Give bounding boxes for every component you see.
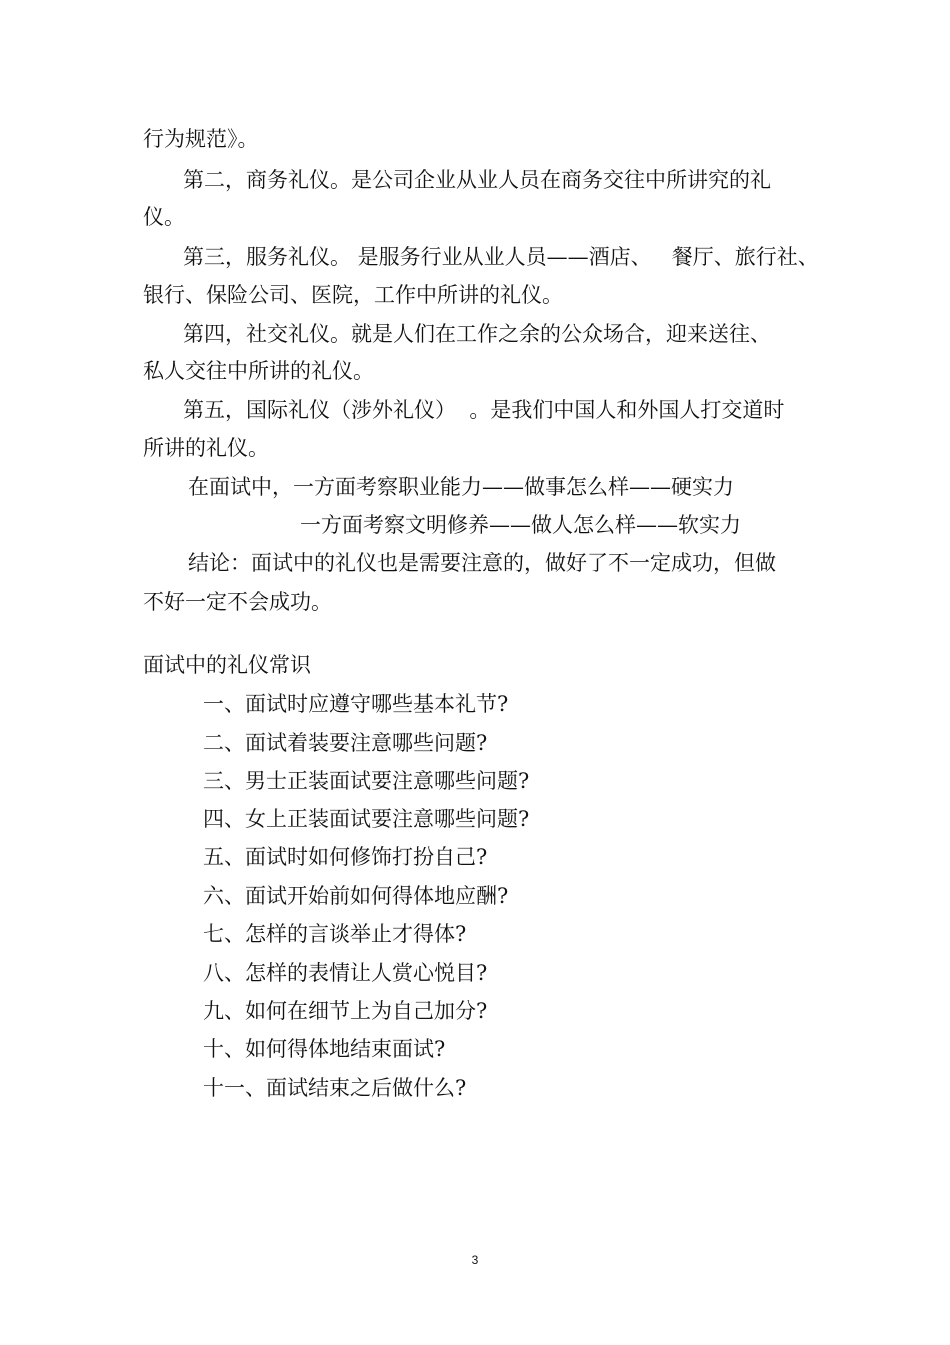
paragraph-line: 银行、保险公司、医院，工作中所讲的礼仪。	[143, 283, 563, 307]
paragraph-line: 第五，国际礼仪（涉外礼仪） 。是我们中国人和外国人打交道时	[183, 398, 785, 422]
paragraph-line: 第二，商务礼仪。是公司企业从业人员在商务交往中所讲究的礼	[183, 168, 771, 192]
list-item: 一、面试时应遵守哪些基本礼节?	[203, 692, 509, 716]
paragraph-line: 结论：面试中的礼仪也是需要注意的，做好了不一定成功，但做	[188, 551, 776, 575]
paragraph-line: 在面试中，一方面考察职业能力——做事怎么样——硬实力	[188, 475, 734, 499]
list-item: 二、面试着装要注意哪些问题?	[203, 731, 488, 755]
list-item: 九、如何在细节上为自己加分?	[203, 999, 488, 1023]
section-title: 面试中的礼仪常识	[143, 653, 311, 677]
list-item: 八、怎样的表情让人赏心悦目?	[203, 961, 488, 985]
list-item: 十、如何得体地结束面试?	[203, 1037, 446, 1061]
list-item: 三、男士正装面试要注意哪些问题?	[203, 769, 530, 793]
page-number: 3	[471, 1253, 479, 1267]
list-item: 十一、面试结束之后做什么?	[203, 1076, 467, 1100]
list-item: 五、面试时如何修饰打扮自己?	[203, 845, 488, 869]
paragraph-line: 不好一定不会成功。	[143, 590, 332, 614]
list-item: 六、面试开始前如何得体地应酬?	[203, 884, 509, 908]
paragraph-line: 私人交往中所讲的礼仪。	[143, 359, 374, 383]
paragraph-line: 所讲的礼仪。	[143, 436, 269, 460]
paragraph-line: 行为规范》。	[143, 127, 259, 151]
paragraph-line: 一方面考察文明修养——做人怎么样——软实力	[300, 513, 741, 537]
paragraph-line: 第四，社交礼仪。就是人们在工作之余的公众场合，迎来送往、	[183, 322, 771, 346]
paragraph-line: 第三，服务礼仪。 是服务行业从业人员——酒店、 餐厅、旅行社、	[183, 245, 819, 269]
list-item: 四、女上正装面试要注意哪些问题?	[203, 807, 530, 831]
paragraph-line: 仪。	[143, 205, 185, 229]
list-item: 七、怎样的言谈举止才得体?	[203, 922, 467, 946]
